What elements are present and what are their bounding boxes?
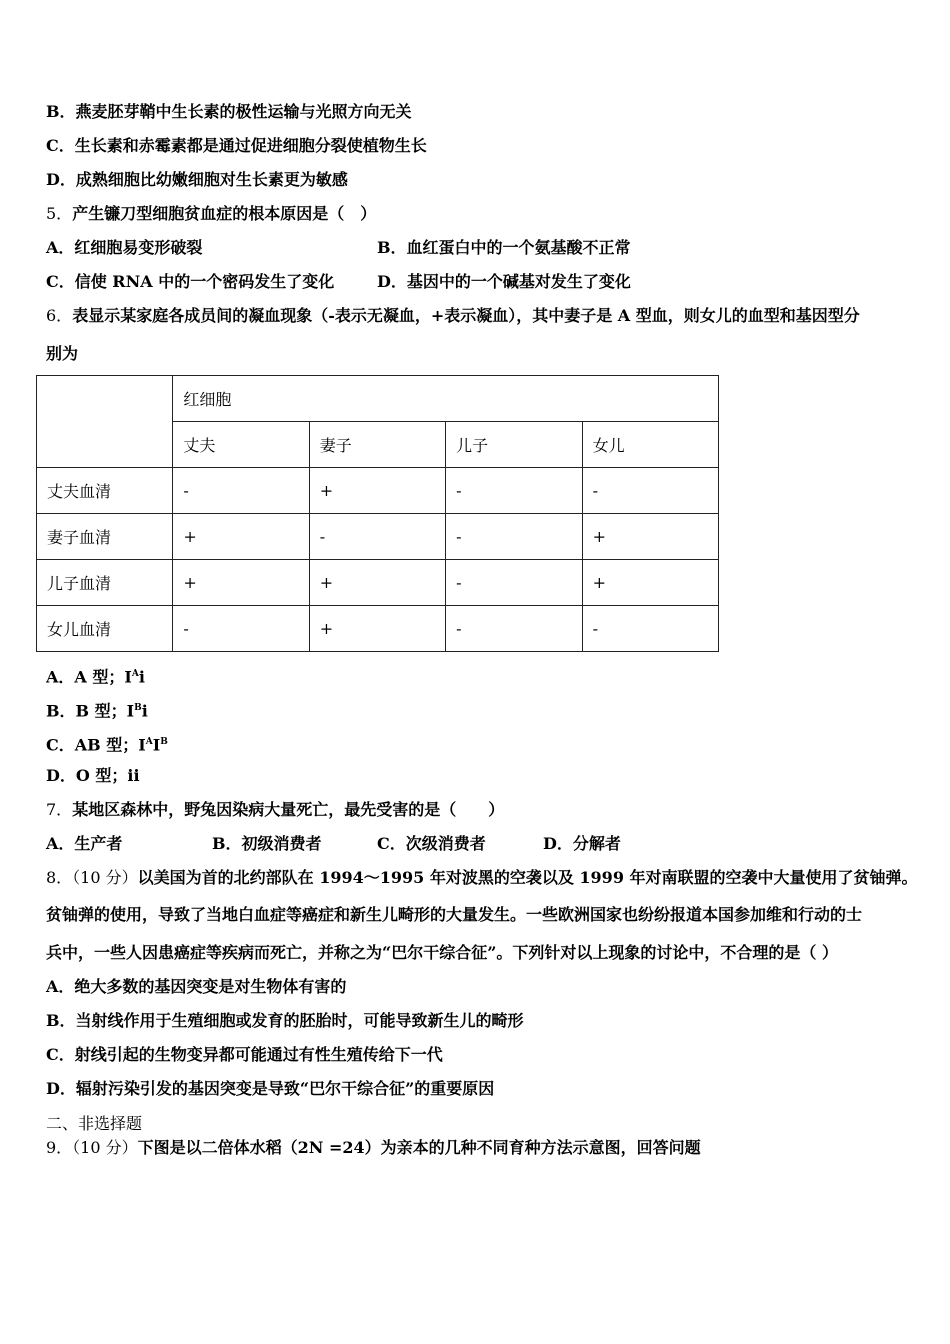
allele-sup: A xyxy=(145,737,153,747)
table-cell: - xyxy=(173,468,309,514)
q7-option-c: C．次级消费者 xyxy=(377,834,486,853)
q4-option-d: D．成熟细胞比幼嫩细胞对生长素更为敏感 xyxy=(46,170,348,189)
q5-option-d: D．基因中的一个碱基对发生了变化 xyxy=(377,272,631,291)
q5-stem xyxy=(46,204,376,224)
table-cell: - xyxy=(446,606,582,652)
q4-option-b: B．燕麦胚芽鞘中生长素的极性运输与光照方向无关 xyxy=(46,102,412,121)
table-header-row xyxy=(37,376,719,422)
section-heading: 二、非选择题 xyxy=(46,1114,143,1133)
q7-option-b: B．初级消费者 xyxy=(212,834,322,853)
table-cell: + xyxy=(309,606,445,652)
q7-number: 7． xyxy=(46,800,73,819)
q5-option-a: A．红细胞易变形破裂 xyxy=(46,238,203,257)
q6-option-b xyxy=(46,698,148,721)
table-row xyxy=(37,606,719,652)
q8-option-b: B．当射线作用于生殖细胞或发育的胚胎时，可能导致新生儿的畸形 xyxy=(46,1011,524,1030)
table-row xyxy=(37,560,719,606)
table-cell: - xyxy=(173,606,309,652)
option-text: A．A 型；I xyxy=(46,667,132,687)
option-text: i xyxy=(141,701,148,721)
option-text: i xyxy=(138,667,145,687)
q8-option-c: C．射线引起的生物变异都可能通过有性生殖传给下一代 xyxy=(46,1045,443,1064)
q9-stem xyxy=(46,1138,701,1158)
q5-text: 产生镰刀型细胞贫血症的根本原因是（ ） xyxy=(72,204,377,223)
allele-sup: B xyxy=(134,703,142,713)
row-label: 儿子血清 xyxy=(37,560,173,606)
column-header: 女儿 xyxy=(582,422,718,468)
agglutination-table xyxy=(36,375,719,652)
q8-stem xyxy=(46,868,918,888)
table-cell: - xyxy=(309,514,445,560)
q6-stem xyxy=(46,306,860,326)
option-text: C．AB 型；I xyxy=(46,735,146,755)
q8-number: 8．（10 分） xyxy=(46,868,138,887)
table-cell: - xyxy=(582,468,718,514)
table-cell: - xyxy=(582,606,718,652)
table-corner-cell xyxy=(37,376,173,468)
table-cell: - xyxy=(446,560,582,606)
table-row xyxy=(37,514,719,560)
q6-option-d: D．O 型；ii xyxy=(46,766,140,785)
q9-number: 9．（10 分） xyxy=(46,1138,138,1157)
q6-number: 6． xyxy=(46,306,73,325)
column-header: 妻子 xyxy=(309,422,445,468)
q5-option-c: C．信使 RNA 中的一个密码发生了变化 xyxy=(46,272,335,291)
row-label: 女儿血清 xyxy=(37,606,173,652)
q6-stem-cont: 别为 xyxy=(46,344,79,363)
allele-sup: A xyxy=(131,669,139,679)
table-row xyxy=(37,468,719,514)
q4-option-c: C．生长素和赤霉素都是通过促进细胞分裂使植物生长 xyxy=(46,136,427,155)
table-cell: - xyxy=(446,468,582,514)
table-cell: - xyxy=(446,514,582,560)
column-header: 儿子 xyxy=(446,422,582,468)
q9-text: 下图是以二倍体水稻（2N =24）为亲本的几种不同育种方法示意图，回答问题 xyxy=(137,1138,701,1157)
row-label: 丈夫血清 xyxy=(37,468,173,514)
table-cell: + xyxy=(309,560,445,606)
q6-text: 表显示某家庭各成员间的凝血现象（-表示无凝血，+表示凝血），其中妻子是 A 型血，则女儿的血型和基因型分 xyxy=(72,306,860,325)
q7-text: 某地区森林中，野兔因染病大量死亡，最先受害的是（ ） xyxy=(72,800,505,819)
q7-option-a: A．生产者 xyxy=(46,834,123,853)
q6-option-a xyxy=(46,664,145,687)
q5-option-b: B．血红蛋白中的一个氨基酸不正常 xyxy=(377,238,631,257)
row-label: 妻子血清 xyxy=(37,514,173,560)
table-cell: + xyxy=(582,560,718,606)
table-cell: + xyxy=(309,468,445,514)
option-text: B．B 型；I xyxy=(46,701,135,721)
q8-option-d: D．辐射污染引发的基因突变是导致“巴尔干综合征”的重要原因 xyxy=(46,1079,495,1098)
q6-option-c xyxy=(46,732,168,755)
table-cell: + xyxy=(173,514,309,560)
q8-stem-line3: 兵中，一些人因患癌症等疾病而死亡，并称之为“巴尔干综合征”。下列针对以上现象的讨论中，不合理的是（ ） xyxy=(46,943,838,962)
table-cell: + xyxy=(173,560,309,606)
q8-stem-line2: 贫铀弹的使用，导致了当地白血症等癌症和新生儿畸形的大量发生。一些欧洲国家也纷纷报道本国参加维和行动的士 xyxy=(46,905,863,924)
q8-option-a: A．绝大多数的基因突变是对生物体有害的 xyxy=(46,977,347,996)
q7-option-d: D．分解者 xyxy=(543,834,621,853)
column-header: 丈夫 xyxy=(173,422,309,468)
table-header: 红细胞 xyxy=(173,376,719,422)
q8-text: 以美国为首的北约部队在 1994～1995 年对波黑的空袭以及 1999 年对南联盟的空袭中大量使用了贫铀弹。 xyxy=(137,868,918,887)
allele-sup: B xyxy=(160,737,168,747)
q5-number: 5． xyxy=(46,204,73,223)
q7-stem xyxy=(46,800,504,820)
option-text: I xyxy=(152,735,161,755)
table-cell: + xyxy=(582,514,718,560)
